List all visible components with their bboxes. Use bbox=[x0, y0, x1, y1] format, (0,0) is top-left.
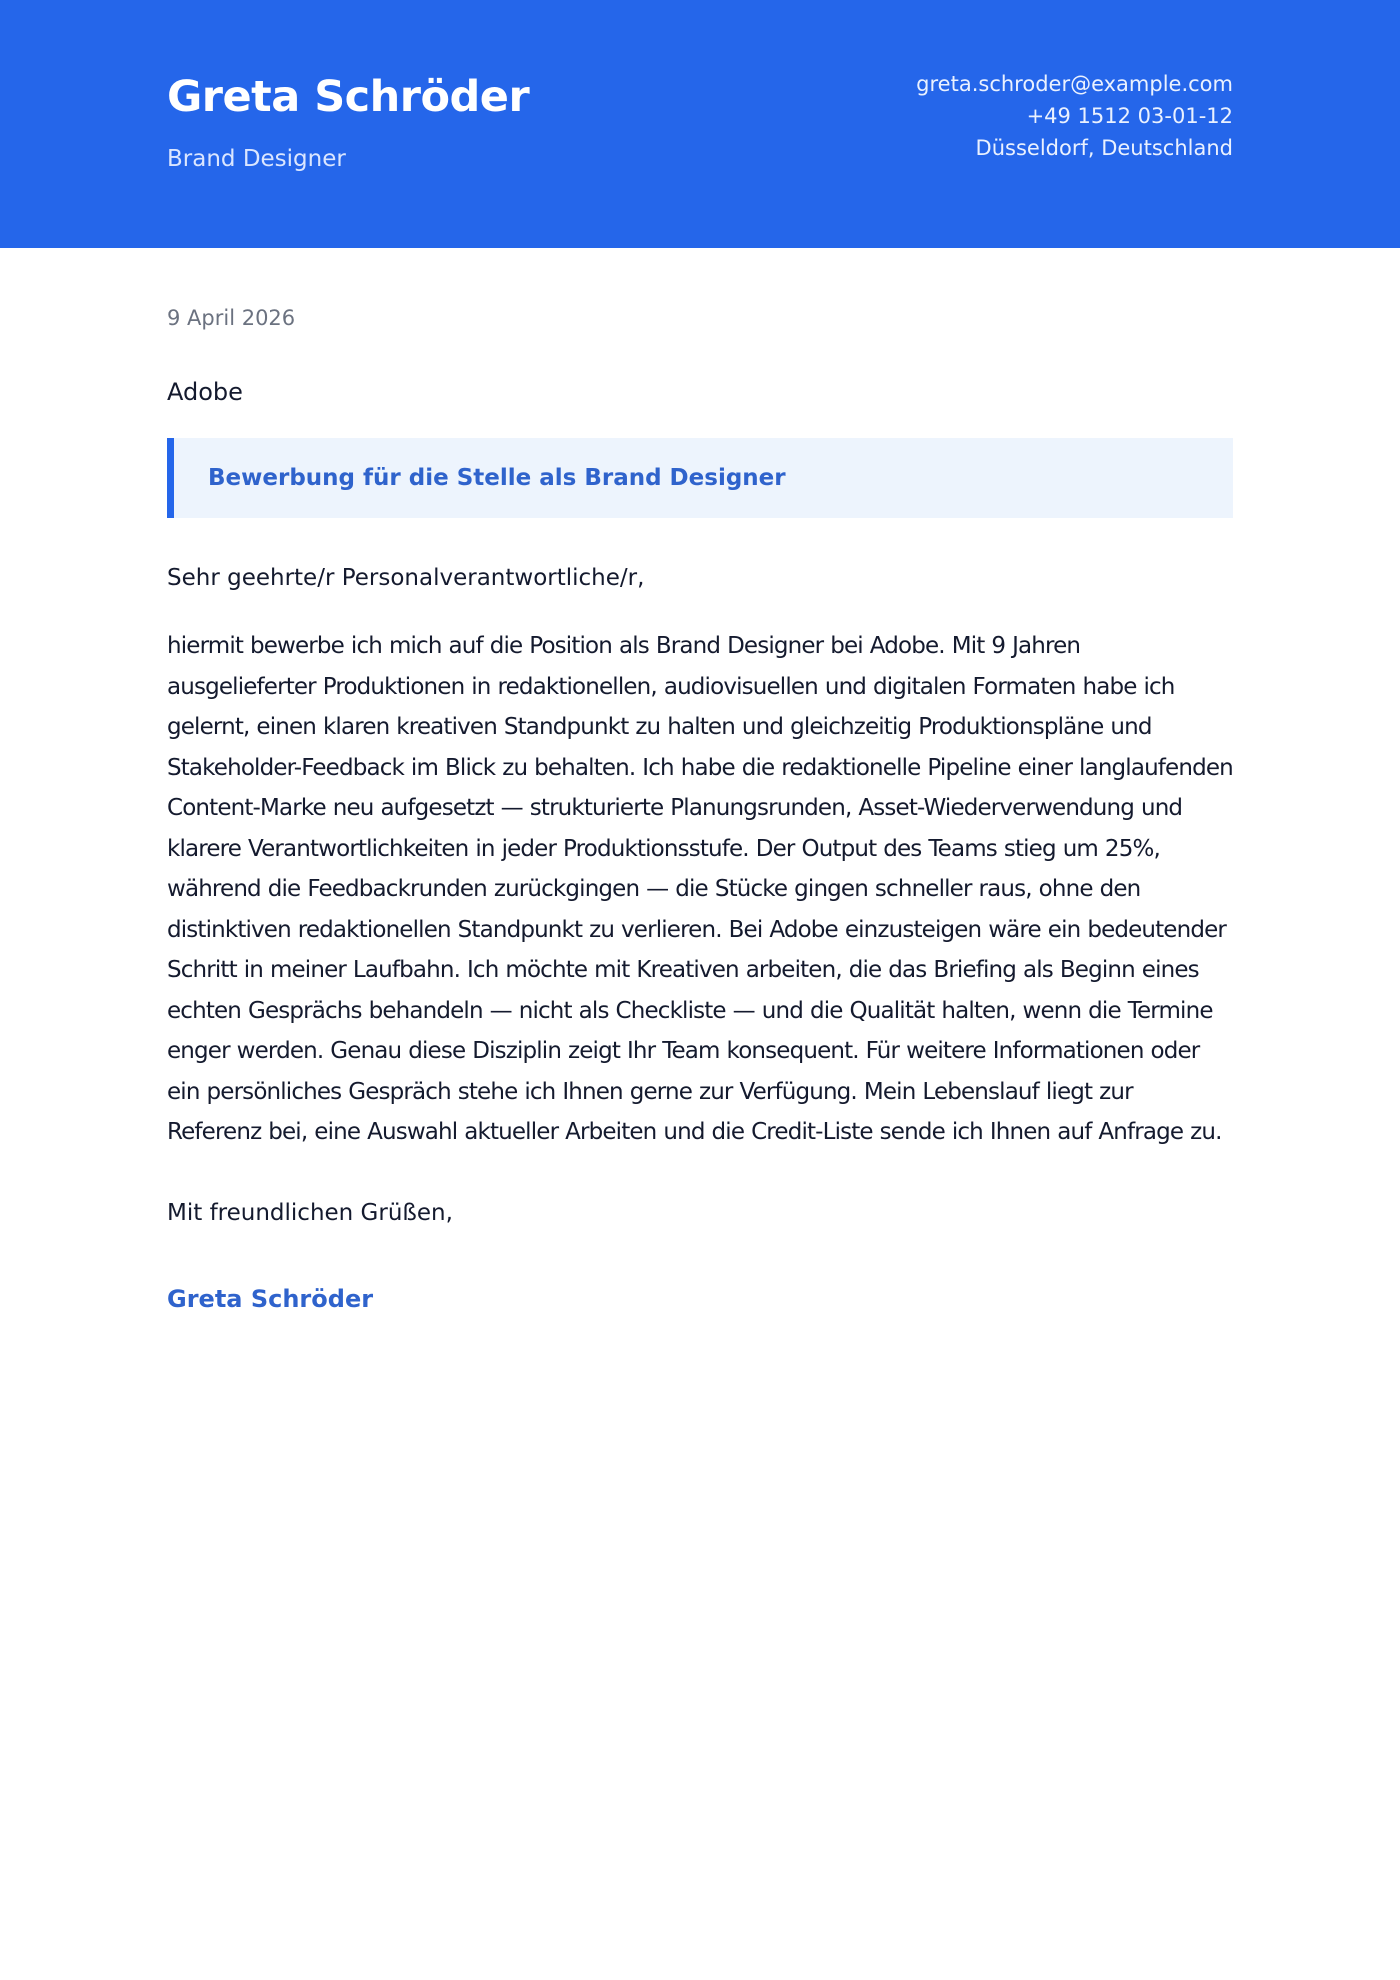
subject-line: Bewerbung für die Stelle als Brand Designer bbox=[208, 465, 786, 491]
contact-location: Düsseldorf, Deutschland bbox=[975, 136, 1233, 160]
recipient-company: Adobe bbox=[167, 378, 243, 406]
applicant-name: Greta Schröder bbox=[167, 72, 530, 122]
closing: Mit freundlichen Grüßen, bbox=[167, 1199, 453, 1226]
salutation: Sehr geehrte/r Personalverantwortliche/r, bbox=[167, 565, 645, 591]
applicant-title: Brand Designer bbox=[167, 146, 346, 172]
contact-email: greta.schroder@example.com bbox=[916, 72, 1233, 96]
contact-phone: +49 1512 03-01-12 bbox=[1026, 104, 1233, 128]
letter-content bbox=[167, 300, 1233, 1313]
subject-box bbox=[167, 438, 1233, 518]
letter-header bbox=[0, 0, 1400, 248]
letter-date: 9 April 2026 bbox=[167, 306, 296, 330]
letter-body: hiermit bewerbe ich mich auf die Position als Brand Designer bei Adobe. Mit 9 Jahren ausgelieferter Produktionen in redaktionellen, audiovisuellen und digitalen Formaten habe ich gelernt, einen klaren kreativen Standpunkt zu halten und gleichzeitig Produktionspläne und Stakeholder-Feedback im Blick zu behalten. Ich habe die redaktionelle Pipeline einer langlaufenden Content-Marke neu aufgesetzt — strukturierte Planungsrunden, Asset-Wiederverwendung und klarere Verantwortlichkeiten in jeder Produktionsstufe. Der Output des Teams stieg um 25%, während die Feedbackrunden zurückgingen — die Stücke gingen schneller raus, ohne den distinktiven redaktionellen Standpunkt zu verlieren. Bei Adobe einzusteigen wäre ein bedeutender Schritt in meiner Laufbahn. Ich möchte mit Kreativen arbeiten, die das Briefing als Beginn eines echten Gesprächs behandeln — nicht als Checkliste — und die Qualität halten, wenn die Termine enger werden. Genau diese Disziplin zeigt Ihr Team konsequent. Für weitere Informationen oder ein persönliches Gespräch stehe ich Ihnen gerne zur Verfügung. Mein Lebenslauf liegt zur Referenz bei, eine Auswahl aktueller Arbeiten und die Credit-Liste sende ich Ihnen auf Anfrage zu. bbox=[167, 633, 1233, 1145]
contact-block bbox=[916, 68, 1233, 164]
signature-name: Greta Schröder bbox=[167, 1284, 374, 1313]
